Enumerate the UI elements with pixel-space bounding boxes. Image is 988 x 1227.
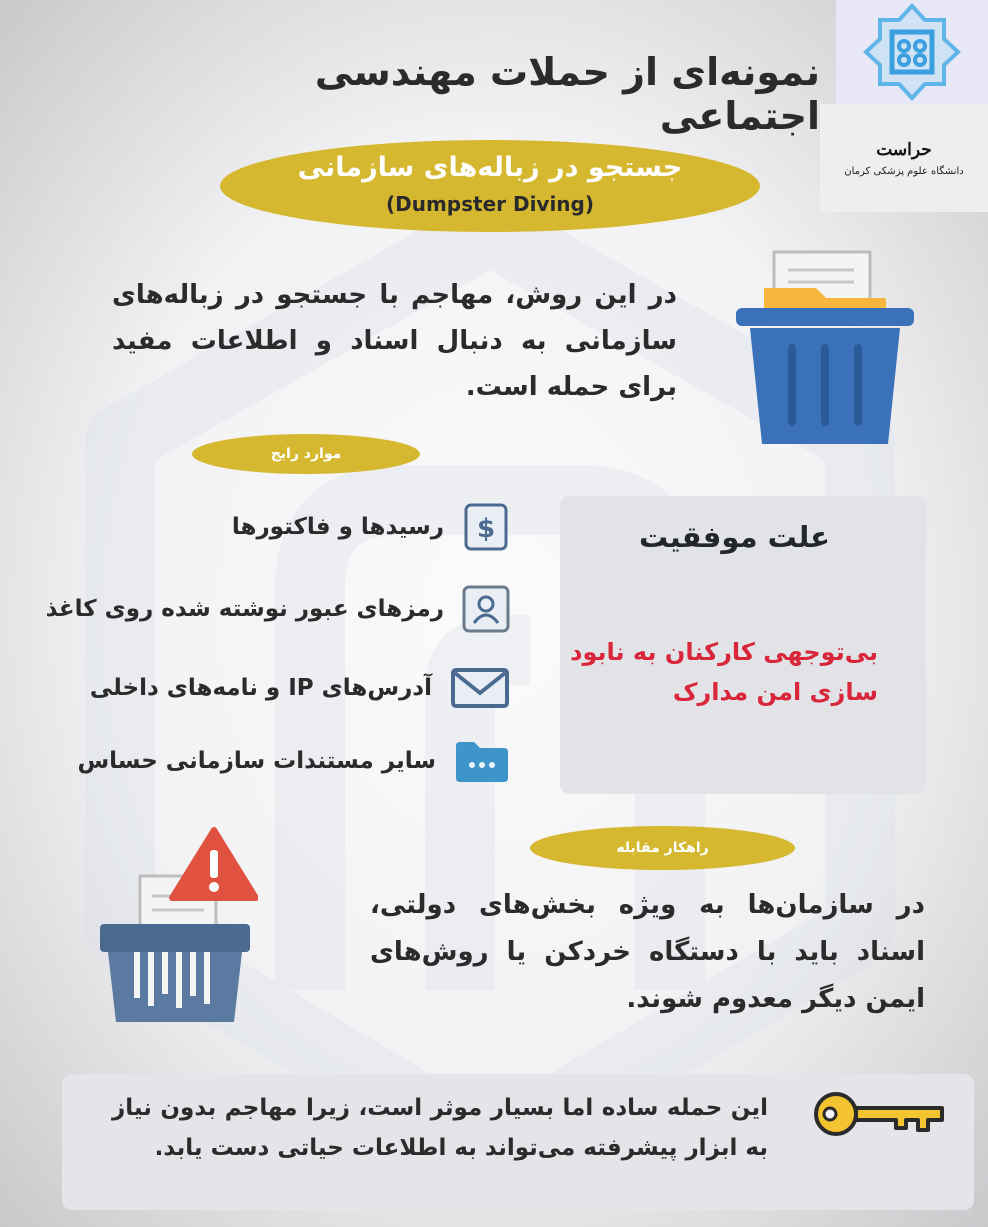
list-item bbox=[232, 503, 510, 551]
list-item bbox=[90, 664, 510, 712]
note-text: این حمله ساده اما بسیار موثر است، زیرا مهاجم بدون نیاز به ابزار پیشرفته می‌تواند به اطلاعات حیاتی دست یابد. bbox=[112, 1095, 768, 1161]
topic-banner bbox=[220, 140, 760, 232]
list-item-text: سایر مستندات سازمانی حساس bbox=[77, 748, 436, 774]
folder-icon bbox=[454, 737, 510, 785]
list-item-text: رسیدها و فاکتورها bbox=[231, 514, 444, 540]
list-item bbox=[77, 737, 510, 785]
organization-badge bbox=[820, 104, 988, 212]
organization-subtitle: دانشگاه علوم پزشکی کرمان bbox=[844, 166, 964, 177]
dollar-icon bbox=[462, 503, 510, 551]
list-item-text: آدرس‌های IP و نامه‌های داخلی bbox=[89, 675, 432, 701]
envelope-icon bbox=[450, 664, 510, 712]
countermeasure-label-text: راهکار مقابله bbox=[616, 840, 709, 856]
success-reason-heading: علت موفقیت bbox=[639, 520, 830, 554]
user-icon bbox=[462, 585, 510, 633]
page-title: نمونه‌ای از حملات مهندسی اجتماعی bbox=[314, 50, 820, 138]
common-items-label bbox=[192, 434, 420, 474]
list-item-text: رمزهای عبور نوشته شده روی کاغذ bbox=[45, 596, 444, 622]
key-icon bbox=[810, 1088, 948, 1140]
organization-logo bbox=[836, 0, 988, 104]
svg-text:$: $ bbox=[476, 514, 496, 544]
trash-can-icon bbox=[736, 248, 914, 446]
topic-title: جستجو در زباله‌های سازمانی bbox=[297, 152, 683, 183]
organization-title: حراست bbox=[876, 140, 932, 160]
list-item bbox=[46, 585, 510, 633]
success-reason-text: بی‌توجهی کارکنان به نابود سازی امن مدارک bbox=[570, 638, 878, 706]
shredder-icon bbox=[100, 826, 258, 1024]
common-items-label-text: موارد رایج bbox=[270, 446, 342, 462]
topic-description: در این روش، مهاجم با جستجو در زباله‌های سازمانی به دنبال اسناد و اطلاعات مفید برای حمله است. bbox=[112, 280, 677, 402]
countermeasure-label bbox=[530, 826, 795, 870]
countermeasure-text: در سازمان‌ها به ویژه بخش‌های دولتی، اسناد باید با دستگاه خردکن یا روش‌های ایمن دیگر معدوم شوند. bbox=[370, 890, 925, 1014]
topic-subtitle: (Dumpster Diving) bbox=[385, 192, 595, 216]
